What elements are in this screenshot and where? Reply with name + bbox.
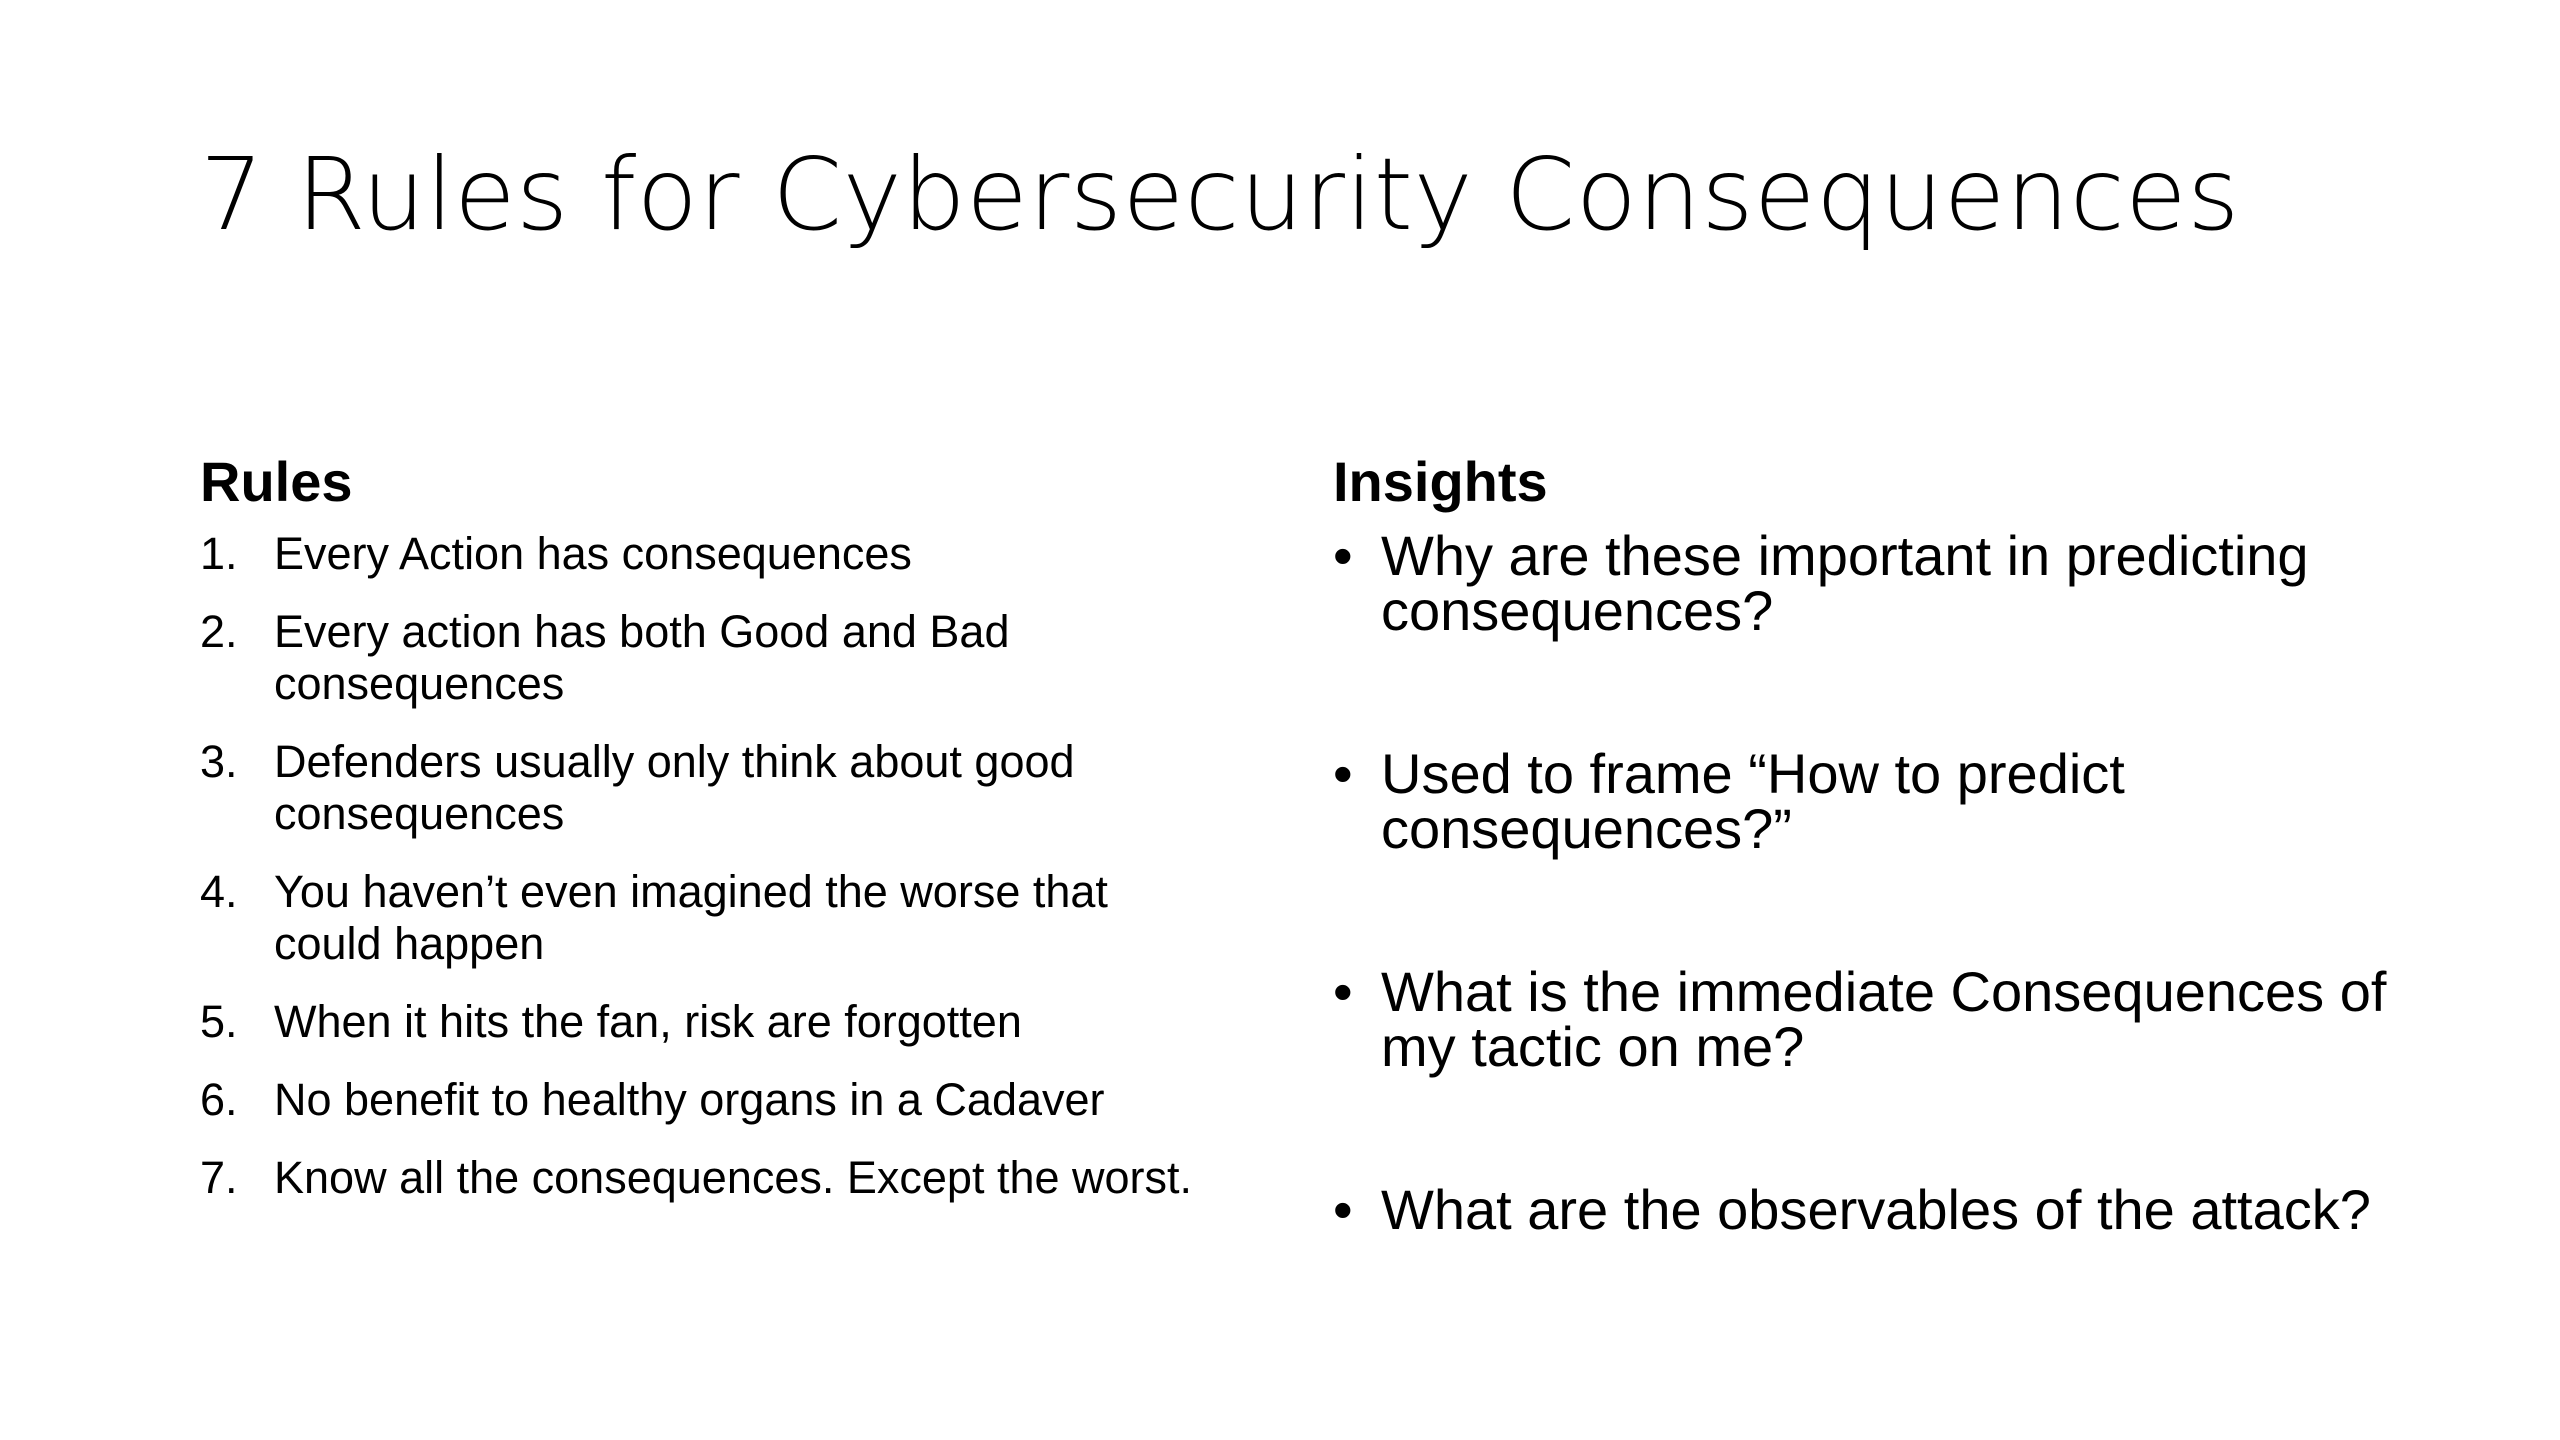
bullet-icon: • [1333,524,1353,588]
rule-number: 5. [200,996,238,1048]
insights-list [1333,524,2433,1242]
rules-column [200,450,1200,1230]
rule-text: Every action has both Good and Bad consequences [274,606,1010,710]
rule-item [200,866,1200,970]
rule-item [200,1152,1200,1204]
rule-number: 3. [200,736,238,788]
rule-item [200,996,1200,1048]
slide-title: 7 Rules for Cybersecurity Consequences [200,136,2240,253]
insight-item [1333,524,2433,643]
rule-item [200,1074,1200,1126]
bullet-icon: • [1333,960,1353,1024]
bullet-icon: • [1333,742,1353,806]
insight-text: Used to frame “How to predict consequences?” [1381,742,2125,861]
rule-number: 6. [200,1074,238,1126]
insights-heading: Insights [1333,450,1548,513]
rule-item [200,528,1200,580]
insight-text: Why are these important in predicting consequences? [1381,524,2309,643]
rule-text: You haven’t even imagined the worse that could happen [274,866,1108,970]
insight-text: What is the immediate Consequences of my tactic on me? [1381,960,2387,1079]
insight-text: What are the observables of the attack? [1381,1178,2371,1242]
rules-list [200,528,1200,1204]
rule-text: When it hits the fan, risk are forgotten [274,996,1022,1048]
rule-text: Know all the consequences. Except the worst. [274,1152,1193,1204]
rule-text: Every Action has consequences [274,528,912,580]
bullet-icon: • [1333,1178,1353,1242]
insight-item [1333,742,2433,861]
rule-number: 7. [200,1152,238,1204]
rule-number: 2. [200,606,238,658]
rule-text: Defenders usually only think about good consequences [274,736,1075,840]
insight-item [1333,960,2433,1079]
rule-item [200,736,1200,840]
rules-heading: Rules [200,450,353,513]
insights-column [1333,450,2433,1345]
insight-item [1333,1178,2433,1242]
rule-text: No benefit to healthy organs in a Cadaver [274,1074,1105,1126]
rule-number: 1. [200,528,238,580]
rule-number: 4. [200,866,238,918]
rule-item [200,606,1200,710]
